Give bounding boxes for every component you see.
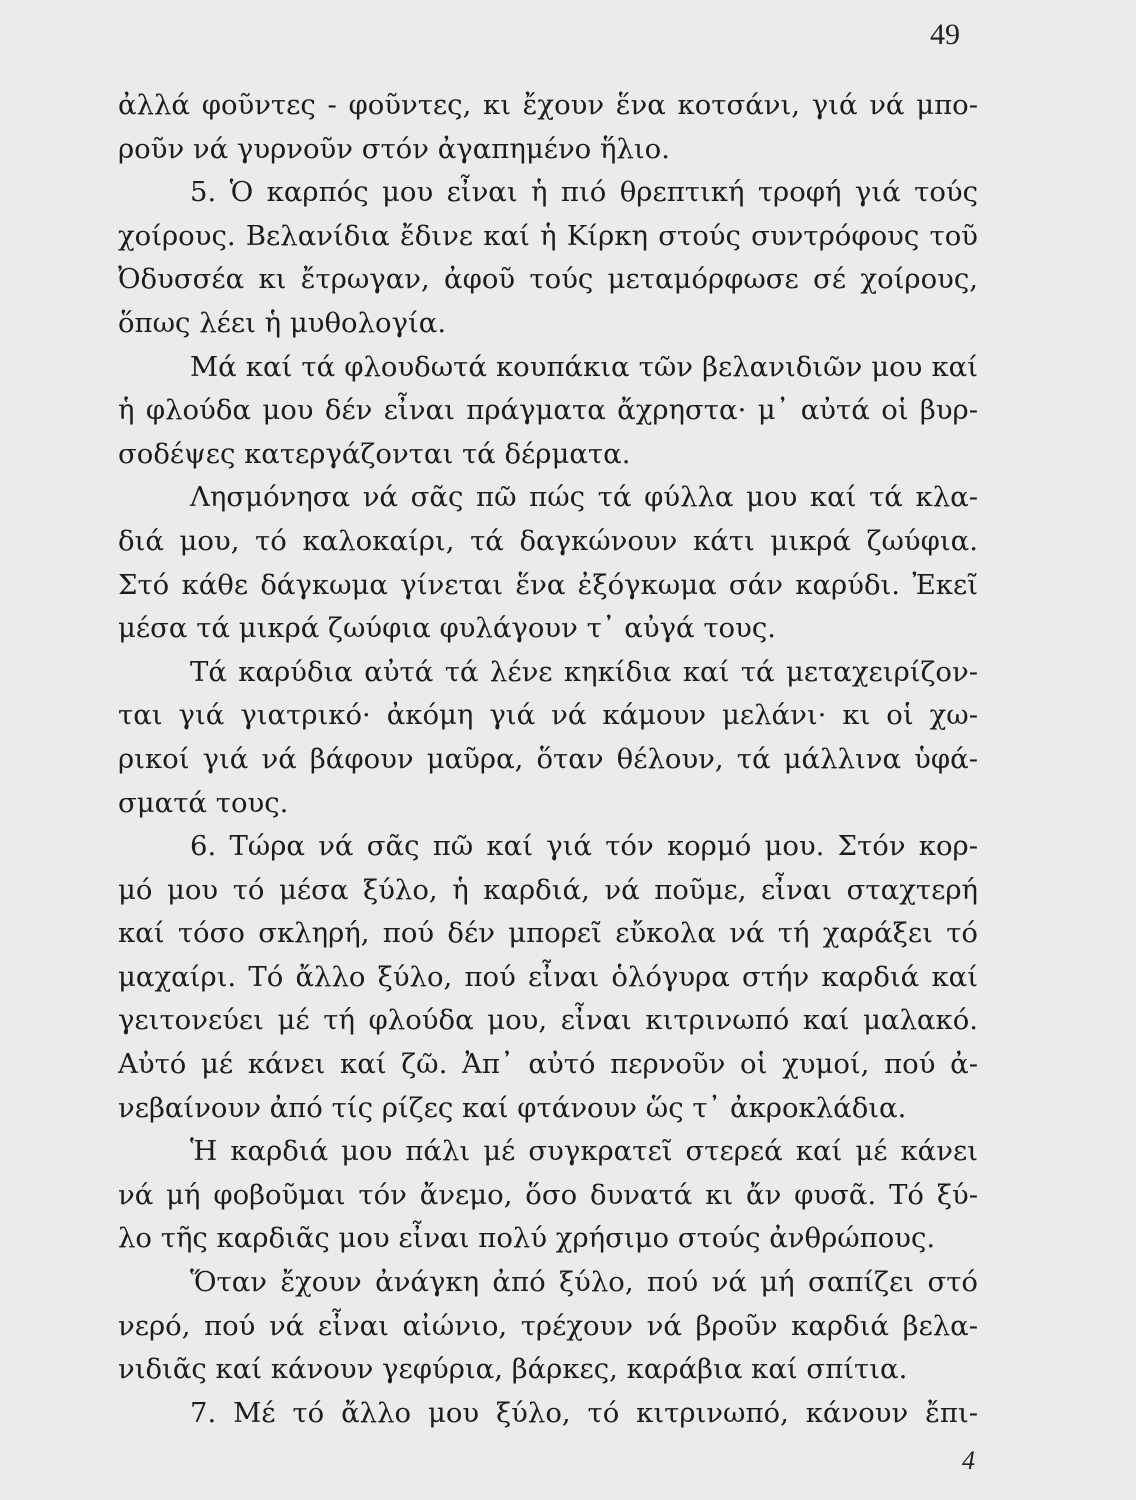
text-line: Λησμόνησα νά σᾶς πῶ πώς τά φύλλα μου καί τά κλα- (190, 481, 978, 514)
text-line: λο τῆς καρδιᾶς μου εἶναι πολύ χρήσιμο στούς ἀνθρώπους. (118, 1222, 936, 1255)
text-line: ται γιά γιατρικό· ἀκόμη γιά νά κάμουν μελάνι· κι οἱ χω- (118, 699, 978, 732)
text-line: Ἡ καρδιά μου πάλι μέ συγκρατεῖ στερεά καί μέ κάνει (190, 1135, 978, 1168)
text-line: ἡ φλούδα μου δέν εἶναι πράγματα ἄχρηστα· μ᾽ αὐτά οἱ βυρ- (118, 394, 978, 427)
text-line: ὅπως λέει ἡ μυθολογία. (118, 306, 447, 339)
text-line: 7. Μέ τό ἄλλο μου ξύλο, τό κιτρινωπό, κάνουν ἔπι- (190, 1396, 978, 1429)
page-number: 49 (930, 18, 960, 51)
text-line: χοίρους. Βελανίδια ἔδινε καί ἡ Κίρκη στούς συντρόφους τοῦ (118, 219, 978, 252)
text-line: μό μου τό μέσα ξύλο, ἡ καρδιά, νά ποῦμε, εἶναι σταχτερή (118, 873, 978, 906)
text-line: σματά τους. (118, 786, 289, 819)
text-line: καί τόσο σκληρή, πού δέν μπορεῖ εὔκολα νά τή χαράξει τό (118, 917, 978, 950)
text-line: Τά καρύδια αὐτά τά λένε κηκίδια καί τά μεταχειρίζον- (190, 655, 978, 688)
text-line: νιδιᾶς καί κάνουν γεφύρια, βάρκες, καράβια καί σπίτια. (118, 1353, 908, 1386)
text-line: νά μή φοβοῦμαι τόν ἄνεμο, ὅσο δυνατά κι ἄν φυσᾶ. Τό ξύ- (118, 1178, 978, 1211)
text-line: νερό, πού νά εἶναι αἰώνιο, τρέχουν νά βροῦν καρδιά βελα- (118, 1309, 978, 1342)
text-line: Αὐτό μέ κάνει καί ζῶ. Ἀπ᾽ αὐτό περνοῦν οἱ χυμοί, πού ἀ- (118, 1048, 978, 1081)
body-text (118, 84, 978, 1435)
text-line: 6. Τώρα νά σᾶς πῶ καί γιά τόν κορμό μου. Στόν κορ- (190, 830, 978, 863)
text-line: Στό κάθε δάγκωμα γίνεται ἕνα ἐξόγκωμα σάν καρύδι. Ἐκεῖ (118, 568, 978, 601)
text-line: μαχαίρι. Τό ἄλλο ξύλο, πού εἶναι ὁλόγυρα στήν καρδιά καί (118, 960, 978, 993)
text-line: γειτονεύει μέ τή φλούδα μου, εἶναι κιτρινωπό καί μαλακό. (118, 1004, 978, 1037)
text-line: μέσα τά μικρά ζωύφια φυλάγουν τ᾽ αὐγά τους. (118, 612, 776, 645)
text-line: ροῦν νά γυρνοῦν στόν ἀγαπημένο ἥλιο. (118, 132, 670, 165)
text-line: διά μου, τό καλοκαίρι, τά δαγκώνουν κάτι μικρά ζωύφια. (118, 524, 978, 557)
text-line: σοδέψες κατεργάζονται τά δέρματα. (118, 437, 631, 470)
text-line: νεβαίνουν ἀπό τίς ρίζες καί φτάνουν ὥς τ᾽ ἀκροκλάδια. (118, 1091, 907, 1124)
text-line: ρικοί γιά νά βάφουν μαῦρα, ὅταν θέλουν, τά μάλλινα ὑφά- (118, 742, 978, 775)
text-line: Μά καί τά φλουδωτά κουπάκια τῶν βελανιδιῶν μου καί (190, 350, 978, 383)
text-line: 5. Ὁ καρπός μου εἶναι ἡ πιό θρεπτική τροφή γιά τούς (190, 176, 978, 209)
text-line: Ὀδυσσέα κι ἔτρωγαν, ἀφοῦ τούς μεταμόρφωσε σέ χοίρους, (118, 263, 978, 296)
text-line: Ὅταν ἔχουν ἀνάγκη ἀπό ξύλο, πού νά μή σαπίζει στό (190, 1266, 978, 1299)
text-line: ἀλλά φοῦντες - φοῦντες, κι ἔχουν ἕνα κοτσάνι, γιά νά μπο- (118, 89, 978, 121)
printer-signature-mark: 4 (962, 1446, 975, 1475)
